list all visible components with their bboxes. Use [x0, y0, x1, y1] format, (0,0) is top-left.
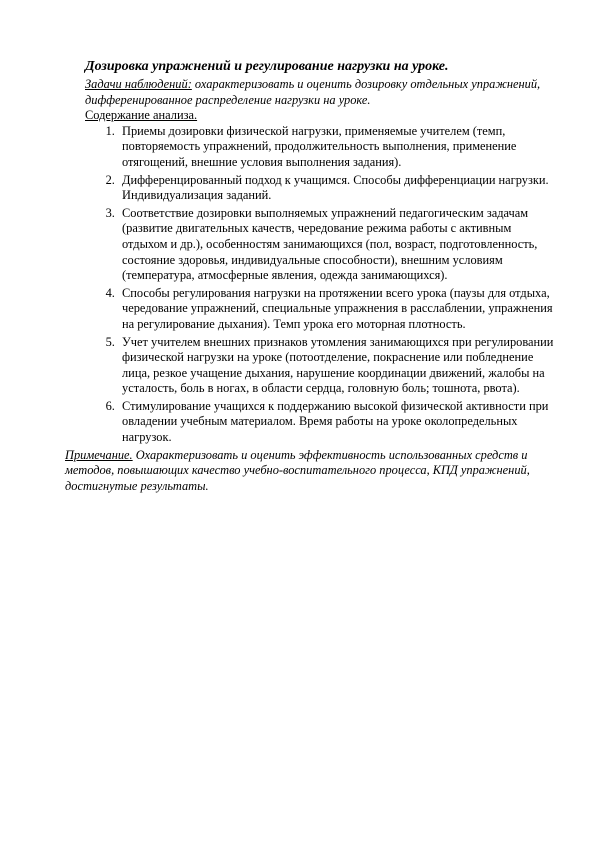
- list-item: 6. Стимулирование учащихся к поддержанию высокой физической активности при овладении учебным материалом. Время работы на уроке околопредельных нагрузок.: [118, 399, 555, 446]
- note-label: Примечание.: [65, 447, 133, 462]
- list-item: 1. Приемы дозировки физической нагрузки, применяемые учителем (темп, повторяемость упражнений, продолжительность выполнения, применение отягощений, внешние условия выполнения задания).: [118, 124, 555, 171]
- observation-tasks: [85, 77, 555, 108]
- list-item: 4. Способы регулирования нагрузки на протяжении всего урока (паузы для отдыха, чередование упражнений, специальные упражнения в расслаблении, упражнения на регулирование дыхания). Темп урока его моторная плотность.: [118, 286, 555, 333]
- analysis-list: [85, 124, 555, 446]
- list-item: 5. Учет учителем внешних признаков утомления занимающихся при регулировании физической нагрузки на уроке (потоотделение, покраснение или побледнение лица, резкое учащение дыхания, нарушение координации движений, жалобы на усталость, боль в ногах, в области сердца, головную боль; тошнота, рвота).: [118, 335, 555, 397]
- list-item: 2. Дифференцированный подход к учащимся. Способы дифференциации нагрузки. Индивидуализация заданий.: [118, 173, 555, 204]
- document-page: [65, 58, 555, 494]
- list-item: 3. Соответствие дозировки выполняемых упражнений педагогическим задачам (развитие двигательных качеств, чередование режима работы с активным отдыхом и др.), особенностям занимающихся (пол, возраст, подготовленность, состояние здоровья, индивидуальные способности), внешним условиям (температура, атмосферные явления, одежда занимающихся).: [118, 206, 555, 284]
- content-heading: [85, 108, 555, 124]
- tasks-text: охарактеризовать и оценить дозировку отдельных упражнений, дифференированное распределение нагрузки на уроке.: [85, 77, 541, 107]
- note-text: Охарактеризовать и оценить эффективность использованных средств и методов, повышающих качество учебно-воспитательного процесса, КПД упражнений, достигнутые результаты.: [65, 447, 530, 493]
- document-title: Дозировка упражнений и регулирование нагрузки на уроке.: [85, 59, 449, 74]
- tasks-label: Задачи наблюдений:: [85, 77, 192, 91]
- note: [65, 448, 560, 495]
- content-heading-text: Содержание анализа.: [85, 108, 198, 123]
